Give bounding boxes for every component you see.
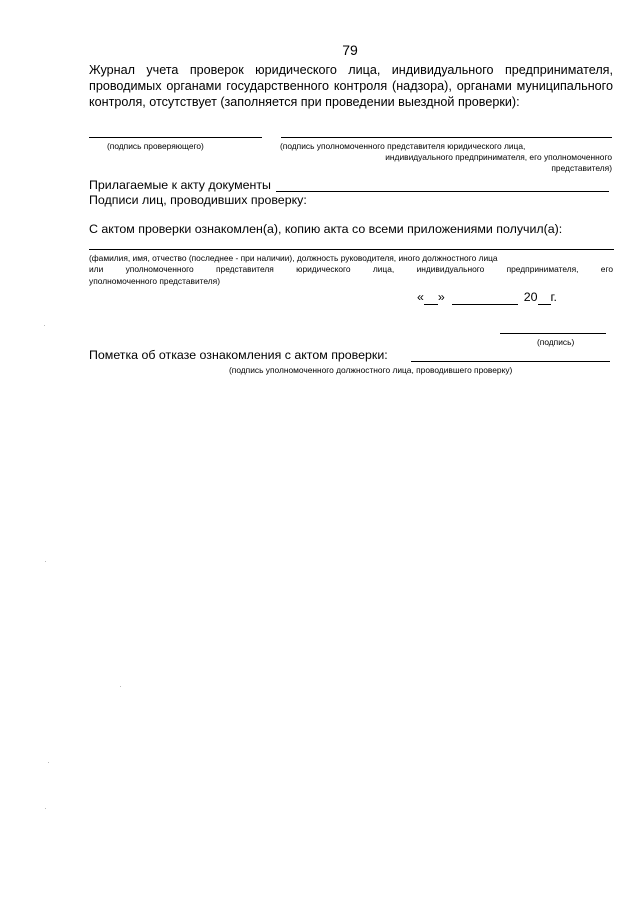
attached-documents-line[interactable] [276,191,609,192]
person-caption-1: (фамилия, имя, отчество (последнее - при наличии), должность руководителя, иного должностного лица [89,253,498,263]
date-close-quote: » [437,290,445,304]
representative-signature-line[interactable] [281,137,612,138]
attached-documents-label: Прилагаемые к акту документы [89,178,271,192]
journal-paragraph: Журнал учета проверок юридического лица, индивидуального предпринимателя, проводимых органами государственного контроля (надзора), органами муниципального контроля, отсутствует (заполняется при проведении выездной проверки): [89,63,613,109]
scan-speck [45,808,46,809]
inspectors-signatures-label: Подписи лиц, проводивших проверку: [89,193,307,207]
signature-inspector-caption: (подпись проверяющего) [107,141,204,151]
signature-representative-caption-2: индивидуального предпринимателя, его уполномоченного [385,152,612,162]
person-caption-2: или уполномоченного представителя юридического лица, индивидуального предпринимателя, его [89,264,613,274]
refusal-line[interactable] [411,361,610,362]
acknowledgment-text: С актом проверки ознакомлен(а), копию акта со всеми приложениями получил(а): [89,222,563,236]
scan-speck [48,762,49,763]
date-year-suffix: г. [550,290,557,304]
signature-line[interactable] [500,333,606,334]
acknowledgment-signature-line[interactable] [89,249,614,250]
person-caption-3: уполномоченного представителя) [89,276,220,286]
inspector-signature-line[interactable] [89,137,262,138]
date-row [417,290,557,305]
refusal-label: Пометка об отказе ознакомления с актом проверки: [89,348,388,362]
date-month-field[interactable] [452,290,518,305]
scan-speck [44,325,45,326]
signature-caption: (подпись) [537,337,575,347]
date-day-field[interactable] [424,290,438,305]
signature-representative-caption-3: представителя) [551,163,612,173]
scan-speck [45,561,46,562]
signature-representative-caption-1: (подпись уполномоченного представителя юридического лица, [280,141,526,151]
refusal-caption: (подпись уполномоченного должностного лица, проводившего проверку) [229,365,513,375]
scan-speck [120,686,121,687]
page-number: 79 [342,42,358,58]
date-year-prefix: 20 [523,290,538,304]
date-year-field[interactable] [538,290,551,305]
date-open-quote: « [417,290,424,304]
